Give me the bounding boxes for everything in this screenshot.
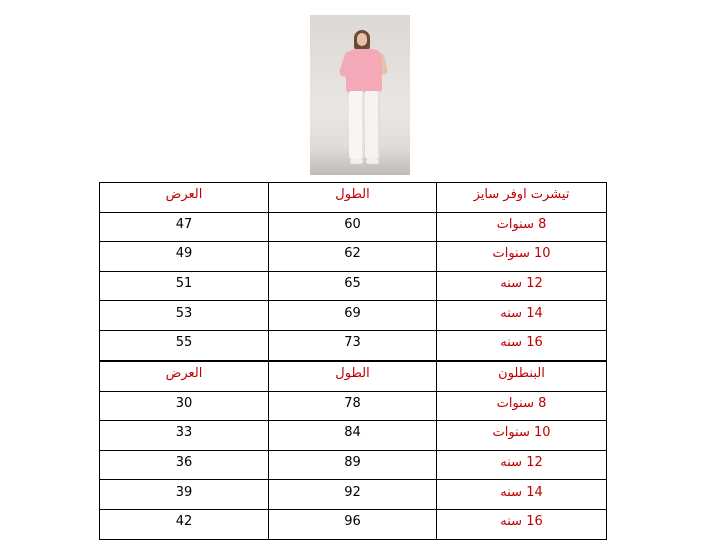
length-cell: 62 bbox=[269, 242, 437, 272]
length-cell: 96 bbox=[269, 509, 437, 539]
table-header-row bbox=[100, 183, 607, 213]
table-row bbox=[100, 391, 607, 421]
table-row bbox=[100, 330, 607, 360]
width-cell: 36 bbox=[100, 450, 269, 480]
width-cell: 53 bbox=[100, 301, 269, 331]
product-header: البنطلون bbox=[437, 362, 607, 392]
size-cell: 12 سنه bbox=[437, 271, 607, 301]
table-row bbox=[100, 271, 607, 301]
width-cell: 55 bbox=[100, 330, 269, 360]
length-cell: 65 bbox=[269, 271, 437, 301]
size-cell: 14 سنه bbox=[437, 301, 607, 331]
table-row bbox=[100, 509, 607, 539]
table-row bbox=[100, 212, 607, 242]
length-cell: 78 bbox=[269, 391, 437, 421]
length-cell: 69 bbox=[269, 301, 437, 331]
size-cell: 16 سنه bbox=[437, 330, 607, 360]
pants-size-table bbox=[99, 361, 607, 540]
width-cell: 51 bbox=[100, 271, 269, 301]
table-row bbox=[100, 450, 607, 480]
product-header: تيشرت اوفر سايز bbox=[437, 183, 607, 213]
length-cell: 84 bbox=[269, 421, 437, 451]
size-cell: 16 سنه bbox=[437, 509, 607, 539]
model-photo bbox=[310, 15, 410, 175]
length-header: الطول bbox=[269, 362, 437, 392]
model-shoe-right bbox=[366, 159, 379, 164]
tshirt-size-table bbox=[99, 182, 607, 361]
size-cell: 8 سنوات bbox=[437, 391, 607, 421]
size-cell: 14 سنه bbox=[437, 480, 607, 510]
length-cell: 92 bbox=[269, 480, 437, 510]
length-header: الطول bbox=[269, 183, 437, 213]
table-row bbox=[100, 480, 607, 510]
width-cell: 30 bbox=[100, 391, 269, 421]
table-row bbox=[100, 301, 607, 331]
width-header: العرض bbox=[100, 362, 269, 392]
size-cell: 10 سنوات bbox=[437, 421, 607, 451]
width-cell: 42 bbox=[100, 509, 269, 539]
length-cell: 73 bbox=[269, 330, 437, 360]
width-header: العرض bbox=[100, 183, 269, 213]
model-white-pants-left bbox=[349, 91, 364, 159]
size-cell: 12 سنه bbox=[437, 450, 607, 480]
size-cell: 8 سنوات bbox=[437, 212, 607, 242]
model-shoe-left bbox=[350, 159, 363, 164]
table-row bbox=[100, 242, 607, 272]
length-cell: 60 bbox=[269, 212, 437, 242]
table-row bbox=[100, 421, 607, 451]
width-cell: 33 bbox=[100, 421, 269, 451]
model-pink-tshirt bbox=[346, 49, 382, 93]
model-face bbox=[357, 33, 367, 46]
size-cell: 10 سنوات bbox=[437, 242, 607, 272]
model-white-pants-right bbox=[365, 91, 380, 159]
width-cell: 39 bbox=[100, 480, 269, 510]
width-cell: 47 bbox=[100, 212, 269, 242]
length-cell: 89 bbox=[269, 450, 437, 480]
table-header-row bbox=[100, 362, 607, 392]
width-cell: 49 bbox=[100, 242, 269, 272]
